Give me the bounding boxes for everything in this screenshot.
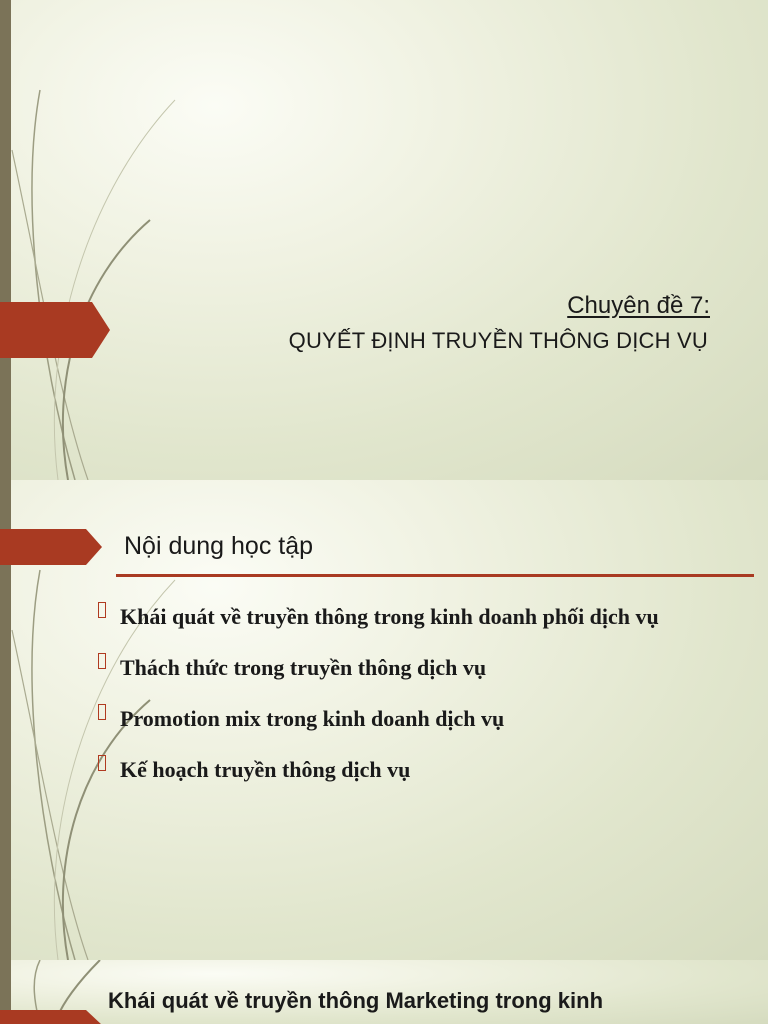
bullet-icon: [98, 653, 106, 669]
content-list: [98, 604, 659, 808]
accent-arrow: [0, 529, 104, 565]
list-item: Kế hoạch truyền thông dịch vụ: [98, 757, 659, 808]
bullet-icon: [98, 755, 106, 771]
section-heading: Nội dung học tập: [124, 532, 314, 560]
slide-2: [0, 480, 768, 960]
section-heading: Khái quát về truyền thông Marketing trong kinh: [108, 988, 604, 1013]
slide-1: [0, 0, 768, 480]
list-item: Promotion mix trong kinh doanh dịch vụ: [98, 706, 659, 757]
slide-3: [0, 960, 768, 1024]
slide-title: Chuyên đề 7:: [567, 292, 710, 319]
decorative-swirl: [0, 0, 200, 480]
accent-arrow: [0, 302, 112, 358]
accent-arrow: [0, 1010, 104, 1024]
list-item: Thách thức trong truyền thông dịch vụ: [98, 655, 659, 706]
heading-divider: [116, 574, 754, 577]
bullet-icon: [98, 704, 106, 720]
list-item: Khái quát về truyền thông trong kinh doanh phối dịch vụ: [98, 604, 659, 655]
slide-subtitle: QUYẾT ĐỊNH TRUYỀN THÔNG DỊCH VỤ: [288, 328, 708, 353]
bullet-icon: [98, 602, 106, 618]
